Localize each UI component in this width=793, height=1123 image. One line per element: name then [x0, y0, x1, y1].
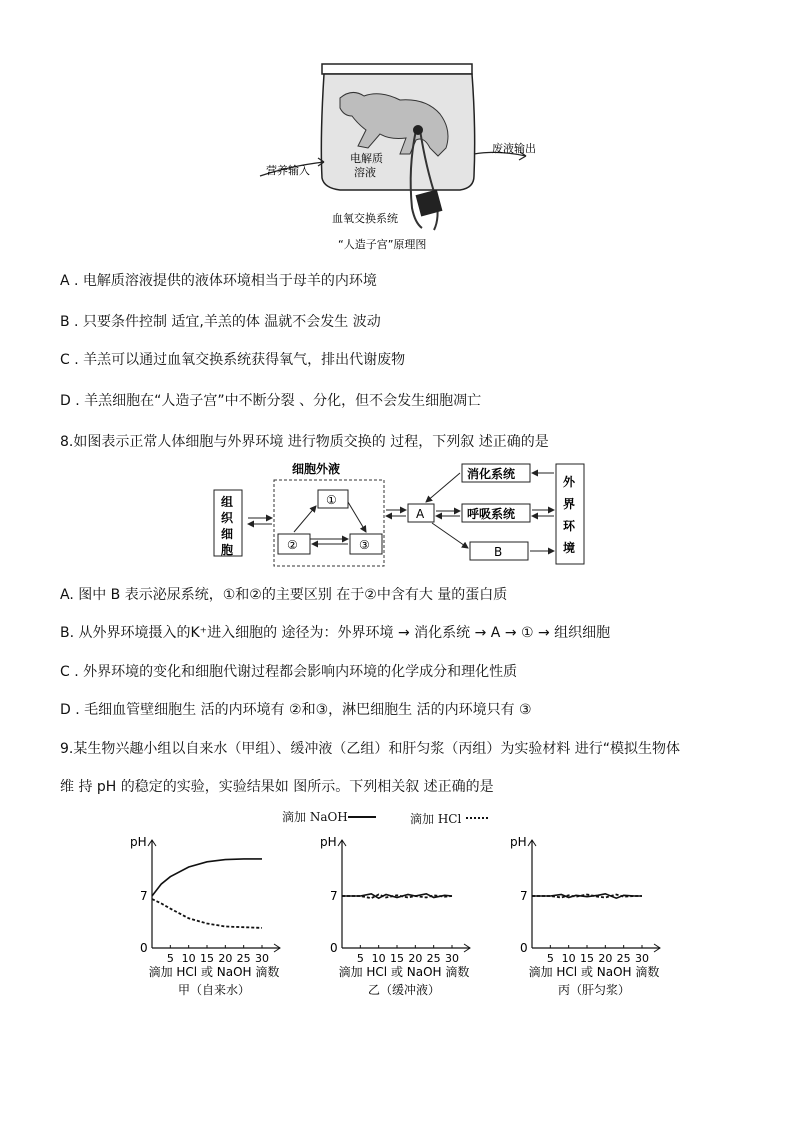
label-electrolyte-2: 溶液 [354, 166, 376, 179]
q8-option-d: D . 毛细血管壁细胞生 活的内环境有 ②和③，淋巴细胞生 活的内环境只有 ③ [60, 702, 532, 718]
tissue-cells-char-1: 组 [221, 495, 234, 509]
y-tick-label: 7 [140, 889, 148, 903]
node-1: ① [326, 493, 337, 507]
respiratory-system: 呼吸系统 [467, 507, 516, 521]
x-axis-label: 滴加 HCl 或 NaOH 滴数 [528, 965, 660, 979]
x-tick-label: 10 [561, 952, 576, 965]
ph-charts [120, 826, 680, 1006]
x-tick-label: 25 [426, 952, 441, 965]
q9-stem-line-2: 维 持 pH 的稳定的实验，实验结果如 图所示。下列相关叙 述正确的是 [60, 779, 494, 795]
y-tick-label: 7 [520, 889, 528, 903]
label-nutrient-input: 营养输入 [266, 164, 310, 177]
q7-option-d: D . 羊羔细胞在“人造子宫”中不断分裂 、分化，但不会发生细胞凋亡 [60, 393, 482, 409]
figure-caption: “人造子宫”原理图 [338, 238, 427, 251]
y-tick-label: 0 [140, 941, 148, 955]
series-naoh-line [152, 859, 262, 896]
chart-title: 丙（肝匀浆） [557, 983, 631, 997]
x-tick-label: 5 [166, 952, 174, 965]
x-axis-label: 滴加 HCl 或 NaOH 滴数 [148, 965, 280, 979]
tissue-cells-char-2: 织 [221, 511, 234, 525]
chart-title: 甲（自来水） [177, 983, 251, 997]
x-tick-label: 15 [390, 952, 404, 965]
x-tick-label: 5 [356, 952, 364, 965]
legend-naoh-label: 滴加 NaOH [282, 810, 348, 824]
x-tick-label: 25 [616, 952, 631, 965]
node-2: ② [287, 538, 298, 552]
node-b: B [494, 545, 503, 559]
x-tick-label: 20 [218, 952, 233, 965]
external-char-2: 界 [563, 497, 576, 511]
x-tick-label: 10 [371, 952, 386, 965]
y-tick-label: 0 [520, 941, 528, 955]
x-axis-label: 滴加 HCl 或 NaOH 滴数 [338, 965, 470, 979]
label-electrolyte-1: 电解质 [350, 152, 383, 165]
extracellular-fluid-label: 细胞外液 [292, 462, 341, 476]
label-oxygen-exchange: 血氧交换系统 [332, 212, 398, 225]
q7-option-b: B . 只要条件控制 适宜,羊羔的体 温就不会发生 波动 [60, 314, 381, 330]
series-hcl-line [152, 899, 262, 928]
digestive-system: 消化系统 [467, 467, 516, 481]
x-tick-label: 20 [408, 952, 423, 965]
external-char-4: 境 [563, 541, 576, 555]
artificial-womb-illustration [240, 58, 560, 258]
y-axis-label: pH [510, 835, 527, 849]
q7-option-c: C . 羊羔可以通过血氧交换系统获得氧气，排出代谢废物 [60, 352, 406, 368]
node-3: ③ [359, 538, 370, 552]
x-tick-label: 15 [200, 952, 214, 965]
x-tick-label: 25 [236, 952, 251, 965]
y-tick-label: 0 [330, 941, 338, 955]
q8-stem: 8.如图表示正常人体细胞与外界环境 进行物质交换的 过程，下列叙 述正确的是 [60, 434, 549, 450]
chart-panels [120, 826, 680, 1006]
x-tick-label: 30 [255, 952, 269, 965]
artificial-womb-figure [240, 58, 560, 258]
y-tick-label: 7 [330, 889, 338, 903]
q7-option-a: A . 电解质溶液提供的液体环境相当于母羊的内环境 [60, 273, 377, 289]
y-axis-label: pH [320, 835, 337, 849]
x-tick-label: 5 [546, 952, 554, 965]
x-tick-label: 15 [580, 952, 594, 965]
y-axis-label: pH [130, 835, 147, 849]
x-tick-label: 30 [635, 952, 649, 965]
q8-option-c: C . 外界环境的变化和细胞代谢过程都会影响内环境的化学成分和理化性质 [60, 664, 518, 680]
q8-option-a: A. 图中 B 表示泌尿系统，①和②的主要区别 在于②中含有大 量的蛋白质 [60, 587, 508, 603]
tissue-cells-char-3: 细 [221, 527, 234, 541]
chart-legend [282, 808, 522, 826]
x-tick-label: 20 [598, 952, 613, 965]
external-char-1: 外 [563, 475, 576, 489]
x-tick-label: 10 [181, 952, 196, 965]
legend-hcl-label: 滴加 HCl [410, 812, 462, 826]
q9-stem-line-1: 9.某生物兴趣小组以自来水（甲组）、缓冲液（乙组）和肝匀浆（丙组）为实验材料 进行“模拟生物体 [60, 741, 681, 757]
external-char-3: 环 [563, 519, 576, 533]
x-tick-label: 30 [445, 952, 459, 965]
legend-naoh-swatch [348, 812, 378, 822]
chart-title: 乙（缓冲液） [367, 983, 441, 997]
legend-hcl-swatch [466, 813, 496, 823]
node-a: A [416, 507, 425, 521]
q8-diagram [210, 460, 590, 572]
q8-option-b: B. 从外界环境摄入的K⁺进入细胞的 途径为：外界环境 → 消化系统 → A → ① → 组织细胞 [60, 625, 611, 641]
label-waste-output: 废液输出 [492, 142, 536, 155]
tissue-cells-char-4: 胞 [221, 543, 234, 557]
